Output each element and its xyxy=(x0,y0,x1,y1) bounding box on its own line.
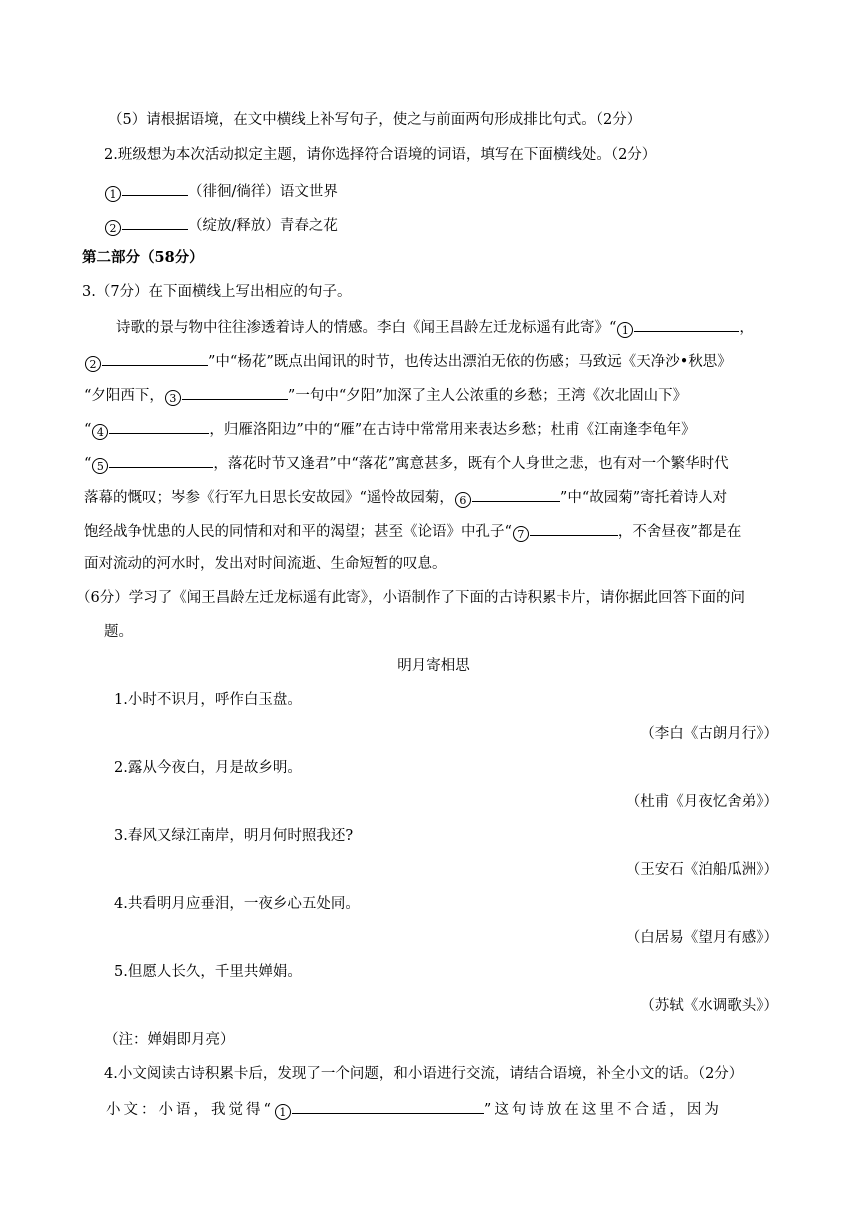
circled-number: 1 xyxy=(617,322,633,338)
card-item-5: 5.但愿人长久，千里共婵娟。 xyxy=(114,964,302,980)
question-2-option-2 xyxy=(104,214,338,236)
card-note: （注：婵娟即月亮） xyxy=(104,1032,235,1048)
circled-number: 2 xyxy=(85,356,101,372)
text: 落幕的慨叹；岑参《行军九日思长安故园》“遥怜故园菊， xyxy=(84,490,454,506)
question-5-stem: （5）请根据语境，在文中横线上补写句子，使之与前面两句形成排比句式。（2分） xyxy=(108,112,642,128)
card-item-5-source: （苏轼《水调歌头》） xyxy=(640,998,778,1014)
circled-number: 6 xyxy=(455,492,471,508)
text: “ xyxy=(84,422,92,438)
answer-blank[interactable] xyxy=(122,214,188,230)
answer-blank[interactable] xyxy=(109,452,213,468)
text: 小文：小语，我觉得“ xyxy=(106,1102,274,1118)
card-title: 明月寄相思 xyxy=(397,658,470,674)
text: ，归雁洛阳边”中的“雁”在古诗中常常用来表达乡愁；杜甫《江南逢李龟年》 xyxy=(209,422,696,438)
text: ，落花时节又逢君”中“落花”寓意甚多，既有个人身世之悲，也有对一个繁华时代 xyxy=(213,456,729,472)
answer-blank[interactable] xyxy=(182,384,288,400)
card-item-3-source: （王安石《泊船瓜洲》） xyxy=(625,862,778,878)
text: ”中“杨花”既点出闻讯的时节，也传达出漂泊无依的伤感；马致远《天净沙•秋思》 xyxy=(208,354,732,370)
q3-line-7 xyxy=(84,520,784,542)
card-item-1-source: （李白《古朗月行》） xyxy=(640,726,778,742)
text: ”这句诗放在这里不合适，因为 xyxy=(483,1102,722,1118)
q3-line-2 xyxy=(84,350,784,372)
question-2-option-1 xyxy=(104,180,338,202)
answer-blank[interactable] xyxy=(122,180,188,196)
q3-line-6 xyxy=(84,486,784,508)
q3-line-1 xyxy=(116,316,778,338)
answer-blank[interactable] xyxy=(530,520,618,536)
card-item-2: 2.露从今夜白，月是故乡明。 xyxy=(114,760,302,776)
q3-line-5 xyxy=(84,452,784,474)
text: 诗歌的景与物中往往渗透着诗人的情感。李白《闻王昌龄左迁龙标遥有此寄》“ xyxy=(116,320,617,336)
answer-blank[interactable] xyxy=(292,1098,484,1114)
circled-number: 3 xyxy=(165,390,181,406)
circled-number: 1 xyxy=(275,1104,291,1120)
question-2-stem: 2.班级想为本次活动拟定主题，请你选择符合语境的词语，填写在下面横线处。（2分） xyxy=(104,147,657,163)
option-text: （徘徊/徜徉）语文世界 xyxy=(188,184,338,200)
card-item-1: 1.小时不识月，呼作白玉盘。 xyxy=(114,692,302,708)
part-2-heading: 第二部分（58分） xyxy=(82,249,204,266)
text: ，不舍昼夜”都是在 xyxy=(617,524,742,540)
q3-line-4 xyxy=(84,418,784,440)
card-item-2-source: （杜甫《月夜忆舍弟》） xyxy=(625,794,778,810)
text: ”中“故园菊”寄托着诗人对 xyxy=(559,490,728,506)
card-item-4: 4.共看明月应垂泪，一夜乡心五处同。 xyxy=(114,896,360,912)
text: ， xyxy=(739,320,754,336)
card-item-4-source: （白居易《望月有感》） xyxy=(625,930,778,946)
answer-blank[interactable] xyxy=(634,316,739,332)
answer-blank[interactable] xyxy=(102,350,208,366)
q3-line-8: 面对流动的河水时，发出对时间流逝、生命短暂的叹息。 xyxy=(84,556,447,572)
q3-line-3 xyxy=(84,384,784,406)
answer-blank[interactable] xyxy=(109,418,209,434)
option-text: （绽放/释放）青春之花 xyxy=(188,218,338,234)
question-3-stem: 3.（7分）在下面横线上写出相应的句子。 xyxy=(82,284,352,300)
circled-number: 7 xyxy=(513,526,529,542)
question-4-stem: 4.小文阅读古诗积累卡后，发现了一个问题，和小语进行交流，请结合语境，补全小文的话。（2分） xyxy=(104,1066,744,1082)
text: ”一句中“夕阳”加深了主人公浓重的乡愁；王湾《次北固山下》 xyxy=(287,388,688,404)
circled-number: 4 xyxy=(92,424,108,440)
circled-number: 1 xyxy=(105,186,121,202)
card-intro-line-2: 题。 xyxy=(104,624,133,640)
circled-number: 5 xyxy=(92,458,108,474)
card-item-3: 3.春风又绿江南岸，明月何时照我还? xyxy=(114,828,354,844)
text: “夕阳西下， xyxy=(84,388,164,404)
card-intro-line-1: （6分）学习了《闻王昌龄左迁龙标遥有此寄》，小语制作了下面的古诗积累卡片，请你据此回答下面的问 xyxy=(76,590,745,606)
circled-number: 2 xyxy=(105,220,121,236)
answer-blank[interactable] xyxy=(472,486,560,502)
question-4-line-1 xyxy=(106,1098,784,1120)
text: 饱经战争忧患的人民的同情和对和平的渴望；甚至《论语》中孔子“ xyxy=(84,524,512,540)
text: “ xyxy=(84,456,92,472)
